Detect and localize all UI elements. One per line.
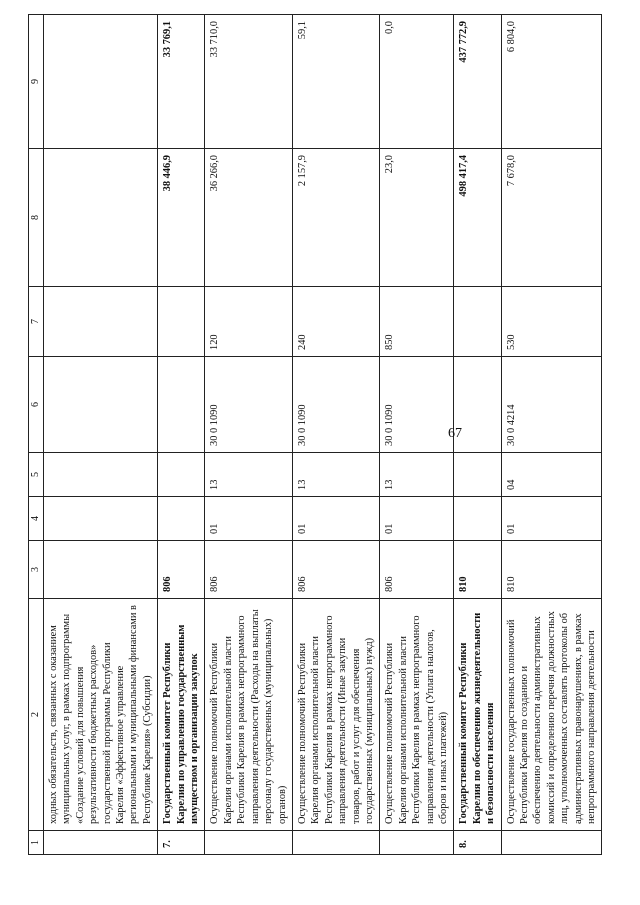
table-cell-col-3: 806 (292, 541, 379, 599)
column-header: 5 (29, 453, 44, 497)
table-cell-name: Государственный комитет Республики Карелия по управлению государственным имуществом и организации закупок (158, 599, 205, 831)
column-header: 1 (29, 831, 44, 855)
table-cell-col-4: 01 (501, 497, 602, 541)
table-cell-col-8: 36 266,0 (205, 149, 292, 287)
column-header: 6 (29, 357, 44, 453)
column-header: 3 (29, 541, 44, 599)
table-cell-number: 8. (454, 831, 501, 855)
table-cell-col-3: 810 (454, 541, 501, 599)
table-cell-col-6: 30 0 1090 (292, 357, 379, 453)
table-cell-name: ходных обязательств, связанных с оказанием муниципальных услуг, в рамках подпрограммы «Создание условий для повышения результативности бюджетных расходов» государственной программы Республики Карелия «Эффективное управление региональными и муниципальными финансами в Республике Карелия» (Субсидии) (44, 599, 158, 831)
table-cell-col-9: 0,0 (380, 15, 454, 149)
table-cell-col-6 (44, 357, 158, 453)
table-cell-number (292, 831, 379, 855)
table-cell-col-9: 33 710,0 (205, 15, 292, 149)
table-header (29, 15, 44, 855)
table-row (501, 15, 602, 855)
table-cell-col-6 (158, 357, 205, 453)
table-cell-col-6: 30 0 1090 (205, 357, 292, 453)
table-body (44, 15, 602, 855)
table-cell-name: Осуществление полномочий Республики Карелия органами исполнительной власти Республики Карелия в рамках непрограммного направления деятельности (Иные закупки товаров, работ и услуг для обеспечения государственных (муниципальных) нужд) (292, 599, 379, 831)
table-cell-col-7: 120 (205, 287, 292, 357)
table-cell-col-5 (158, 453, 205, 497)
table-cell-number: 7. (158, 831, 205, 855)
table-cell-col-4: 01 (205, 497, 292, 541)
table-cell-col-5: 04 (501, 453, 602, 497)
table-cell-col-7 (158, 287, 205, 357)
table-cell-col-5: 13 (292, 453, 379, 497)
table-cell-col-5: 13 (205, 453, 292, 497)
column-header: 9 (29, 15, 44, 149)
table-cell-col-8: 2 157,9 (292, 149, 379, 287)
table-cell-col-8 (44, 149, 158, 287)
column-header: 7 (29, 287, 44, 357)
table-cell-col-5 (454, 453, 501, 497)
table-cell-col-9: 59,1 (292, 15, 379, 149)
table-cell-col-8: 23,0 (380, 149, 454, 287)
table-cell-col-7 (454, 287, 501, 357)
table-cell-col-4 (44, 497, 158, 541)
budget-table (28, 14, 602, 855)
table-cell-col-9 (44, 15, 158, 149)
table-cell-col-5 (44, 453, 158, 497)
table-cell-col-9: 33 769,1 (158, 15, 205, 149)
table-cell-col-9: 437 772,9 (454, 15, 501, 149)
table-cell-number (501, 831, 602, 855)
table-row (205, 15, 292, 855)
table-cell-col-7 (44, 287, 158, 357)
table-cell-col-3: 806 (380, 541, 454, 599)
table-cell-col-8: 38 446,9 (158, 149, 205, 287)
column-header: 8 (29, 149, 44, 287)
table-cell-col-7: 530 (501, 287, 602, 357)
table-cell-col-4 (158, 497, 205, 541)
table-row (158, 15, 205, 855)
table-cell-col-6: 30 0 4214 (501, 357, 602, 453)
table-cell-name: Осуществление государственных полномочий Республики Карелия по созданию и обеспечению деятельности административных комиссий и определению перечня должностных лиц, уполномоченных составлять протоколы об административных правонарушениях, в рамках непрограммного направления деятельности (501, 599, 602, 831)
table-cell-col-7: 850 (380, 287, 454, 357)
page-number: 67 (448, 426, 462, 441)
table-cell-number (380, 831, 454, 855)
table-cell-col-8: 498 417,4 (454, 149, 501, 287)
table-cell-col-4 (454, 497, 501, 541)
column-header: 4 (29, 497, 44, 541)
table-cell-col-3: 806 (158, 541, 205, 599)
table-cell-number (205, 831, 292, 855)
table-cell-col-6: 30 0 1090 (380, 357, 454, 453)
table-cell-name: Государственный комитет Республики Карелия по обеспечению жизнедеятельности и безопасности населения (454, 599, 501, 831)
table-cell-col-3 (44, 541, 158, 599)
table-cell-col-4: 01 (292, 497, 379, 541)
table-row (292, 15, 379, 855)
table-cell-name: Осуществление полномочий Республики Карелия органами исполнительной власти Республики Карелия в рамках непрограммного направления деятельности (Уплата налогов, сборов и иных платежей) (380, 599, 454, 831)
table-cell-col-5: 13 (380, 453, 454, 497)
table-cell-col-7: 240 (292, 287, 379, 357)
table-row (44, 15, 158, 855)
table-cell-col-9: 6 804,0 (501, 15, 602, 149)
table-cell-col-3: 806 (205, 541, 292, 599)
table-cell-col-4: 01 (380, 497, 454, 541)
column-header: 2 (29, 599, 44, 831)
table-cell-number (44, 831, 158, 855)
table-cell-col-8: 7 678,0 (501, 149, 602, 287)
table-cell-name: Осуществление полномочий Республики Карелия органами исполнительной власти Республики Карелия в рамках непрограммного направления деятельности (Расходы на выплаты персоналу государственных (муниципальных) органов) (205, 599, 292, 831)
table-cell-col-3: 810 (501, 541, 602, 599)
